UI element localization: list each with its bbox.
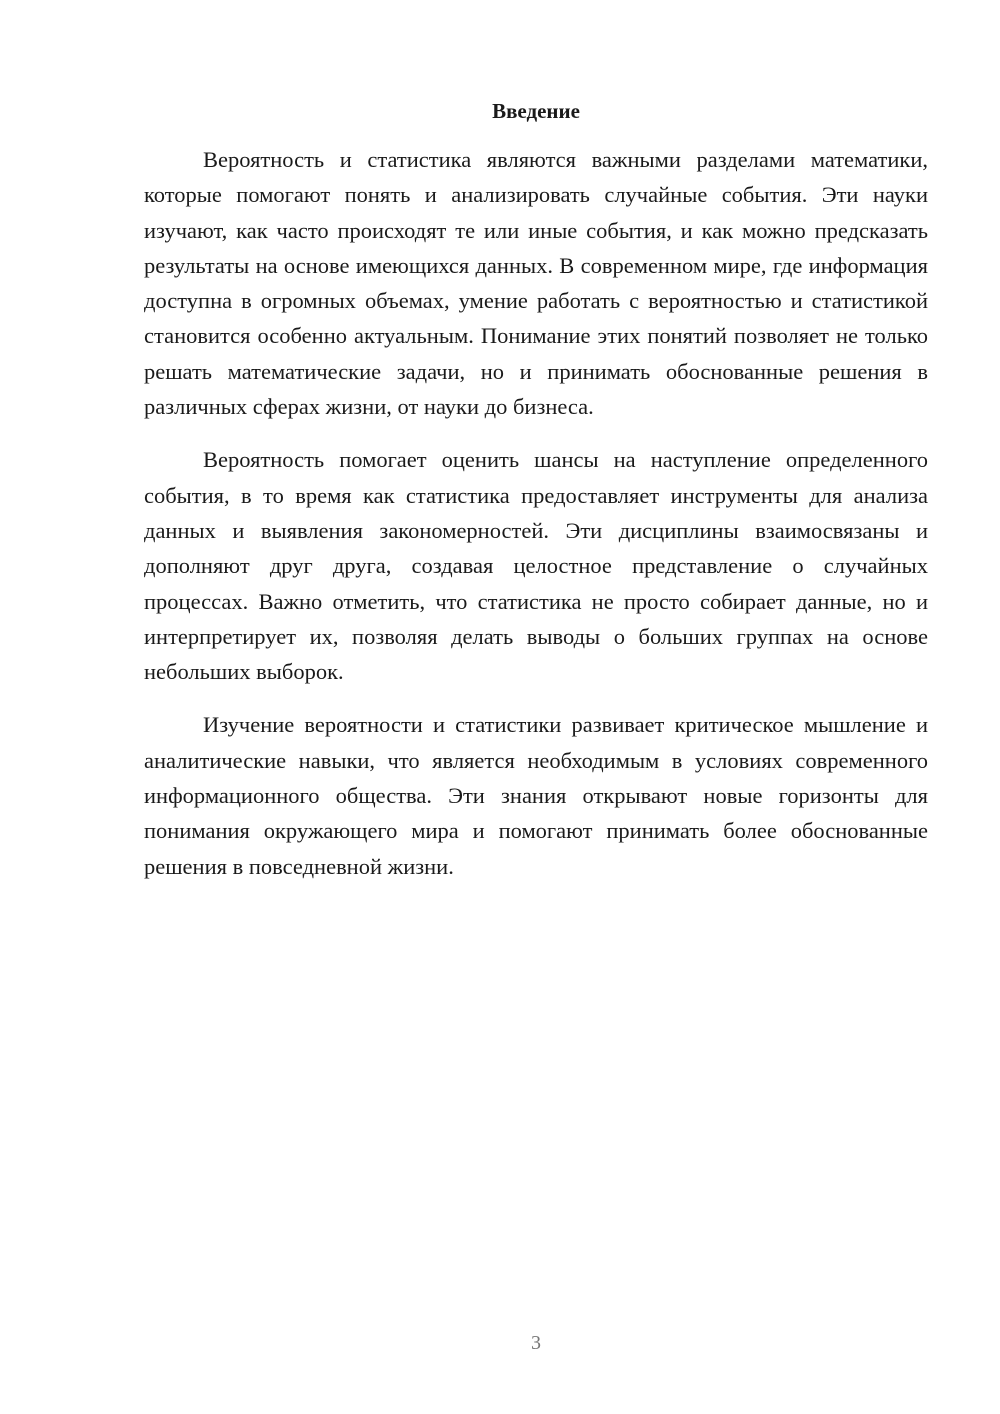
paragraph-2: Вероятность помогает оценить шансы на наступление определенного события, в то время как статистика предоставляет инструменты для анализа данных и выявления закономерностей. Эти дисциплины взаимосвязаны и дополняют друг друга, создавая целостное представление о случайных процессах. Важно отметить, что статистика не просто собирает данные, но и интерпретирует их, позволяя делать выводы о больших группах на основе небольших выборок. — [144, 447, 928, 685]
section-title: Введение — [492, 99, 580, 123]
body-text — [144, 142, 928, 902]
paragraph-3: Изучение вероятности и статистики развивает критическое мышление и аналитические навыки, что является необходимым в условиях современного информационного общества. Эти знания открывают новые горизонты для понимания окружающего мира и помогают принимать более обоснованные решения в повседневной жизни. — [144, 712, 928, 879]
page-number: 3 — [531, 1332, 541, 1354]
paragraph-1: Вероятность и статистика являются важными разделами математики, которые помогают понять и анализировать случайные события. Эти науки изучают, как часто происходят те или иные события, и как можно предсказать результаты на основе имеющихся данных. В современном мире, где информация доступна в огромных объемах, умение работать с вероятностью и статистикой становится особенно актуальным. Понимание этих понятий позволяет не только решать математические задачи, но и принимать обоснованные решения в различных сферах жизни, от науки до бизнеса. — [144, 147, 928, 420]
